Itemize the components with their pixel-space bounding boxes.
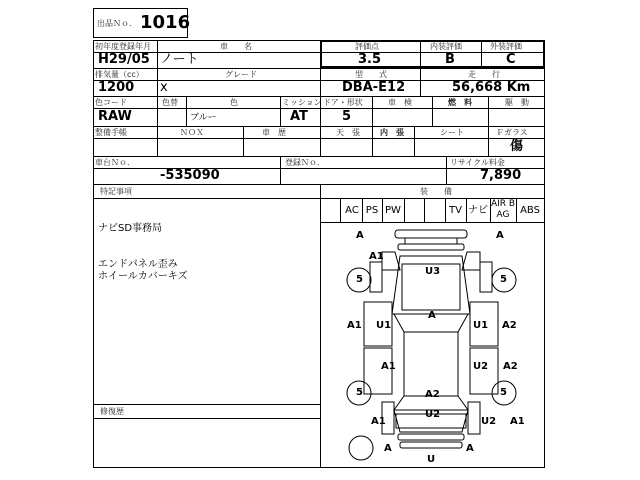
chassis-header: 車台Ｎｏ．	[95, 158, 135, 167]
manual-header: 整備手帳	[95, 128, 127, 137]
color-code-header: 色コード	[95, 98, 127, 107]
recycle-header: リサイクル料金	[450, 158, 505, 167]
grade-value: x	[160, 80, 168, 95]
damage-rear-right-u2: U2	[481, 416, 497, 427]
damage-front-right: A	[496, 230, 504, 241]
sunroof-header: 天 張	[336, 128, 360, 137]
chassis-value: -535090	[160, 168, 220, 183]
remark-line-2: エンドパネル歪み	[98, 259, 178, 270]
damage-rear-left-a1: A1	[371, 416, 386, 427]
car-name-value: ノート	[160, 52, 199, 67]
damage-right-rear-u2: U2	[473, 361, 489, 372]
damage-bumper-u2: U2	[425, 409, 441, 420]
color-header: 色	[230, 98, 238, 107]
damage-front-a1: A1	[369, 251, 384, 262]
equip-ac: AC	[345, 205, 359, 216]
reg-date-value: H29/05	[98, 52, 150, 67]
damage-right-rear-a2: A2	[503, 361, 518, 372]
equip-ps: PS	[365, 205, 379, 216]
equip-abs: ABS	[520, 205, 540, 216]
displacement-value: 1200	[98, 80, 135, 95]
lot-number-box	[93, 8, 191, 38]
recycle-value: 7,890	[480, 168, 522, 183]
equipment-header: 装 備	[420, 187, 452, 196]
lot-label: 出品Ｎｏ．	[97, 19, 137, 28]
damage-left-rear-a1: A1	[381, 361, 396, 372]
mileage-header: 走 行	[468, 70, 500, 79]
model-value: DBA-E12	[342, 80, 406, 95]
reg-no-header: 登録Ｎｏ．	[285, 158, 325, 167]
remark-line-1: ナビSD事務局	[98, 223, 163, 234]
damage-tail-right: A	[466, 443, 474, 454]
equip-navi: ナビ	[468, 205, 488, 216]
car-name-header: 車 名	[220, 42, 252, 51]
damage-left-door-a1: A1	[347, 320, 362, 331]
transmission-header: ミッション	[282, 98, 322, 107]
damage-lr-wheel: 5	[356, 387, 363, 398]
damage-rear-right-a1: A1	[510, 416, 525, 427]
color-change-header: 色替	[162, 98, 178, 107]
interior-cloth-header: 内 張	[380, 128, 404, 137]
nox-header: ＮＯＸ	[180, 128, 204, 137]
damage-hood-a: A	[428, 310, 436, 321]
damage-front-left: A	[356, 230, 364, 241]
remarks-header: 特記事項	[100, 187, 132, 196]
equip-pw: PW	[385, 205, 401, 216]
score-header: 評価点	[355, 42, 379, 51]
interior-header: 内装評価	[430, 42, 462, 51]
damage-rr-wheel: 5	[500, 387, 507, 398]
color-value: ブルー	[190, 113, 217, 123]
damage-trunk-a2: A2	[425, 389, 440, 400]
seat-header: シート	[440, 128, 464, 137]
damage-left-door-u1: U1	[376, 320, 392, 331]
grade-header: グレード	[225, 70, 257, 79]
fglass-header: Ｆガラス	[496, 128, 528, 137]
car-diagram	[320, 222, 545, 468]
exterior-header: 外装評価	[490, 42, 522, 51]
drive-header: 駆 動	[505, 98, 529, 107]
inspection-header: 車 検	[388, 98, 412, 107]
score-value: 3.5	[358, 52, 382, 67]
exterior-value: C	[506, 52, 516, 67]
lot-number: 1016	[140, 12, 191, 33]
damage-right-door-u1: U1	[473, 320, 489, 331]
damage-tail-left: A	[384, 443, 392, 454]
damage-lf-wheel: 5	[356, 274, 363, 285]
equip-tv: TV	[449, 205, 462, 216]
damage-right-door-a2: A2	[502, 320, 517, 331]
damage-tail-u: U	[427, 454, 436, 465]
door-shape-header: ドア・形状	[323, 98, 363, 107]
model-header: 型 式	[355, 70, 387, 79]
transmission-value: AT	[290, 109, 308, 124]
history-header: 車 歴	[262, 128, 286, 137]
reg-date-header: 初年度登録年月	[95, 42, 151, 51]
displacement-header: 排気量（cc）	[95, 70, 144, 79]
repair-header: 修復歴	[100, 407, 124, 416]
mileage-value: 56,668 Km	[452, 80, 531, 95]
fglass-value: 傷	[510, 139, 524, 154]
damage-roof-u3: U3	[425, 266, 441, 277]
door-shape-value: 5	[342, 109, 352, 124]
interior-value: B	[445, 52, 455, 67]
equip-airbag: AIR BAG	[490, 199, 516, 220]
remark-line-3: ホイールカバーキズ	[98, 271, 188, 282]
damage-rf-wheel: 5	[500, 274, 507, 285]
color-code-value: RAW	[98, 109, 132, 124]
fuel-header: 燃 料	[448, 98, 472, 107]
